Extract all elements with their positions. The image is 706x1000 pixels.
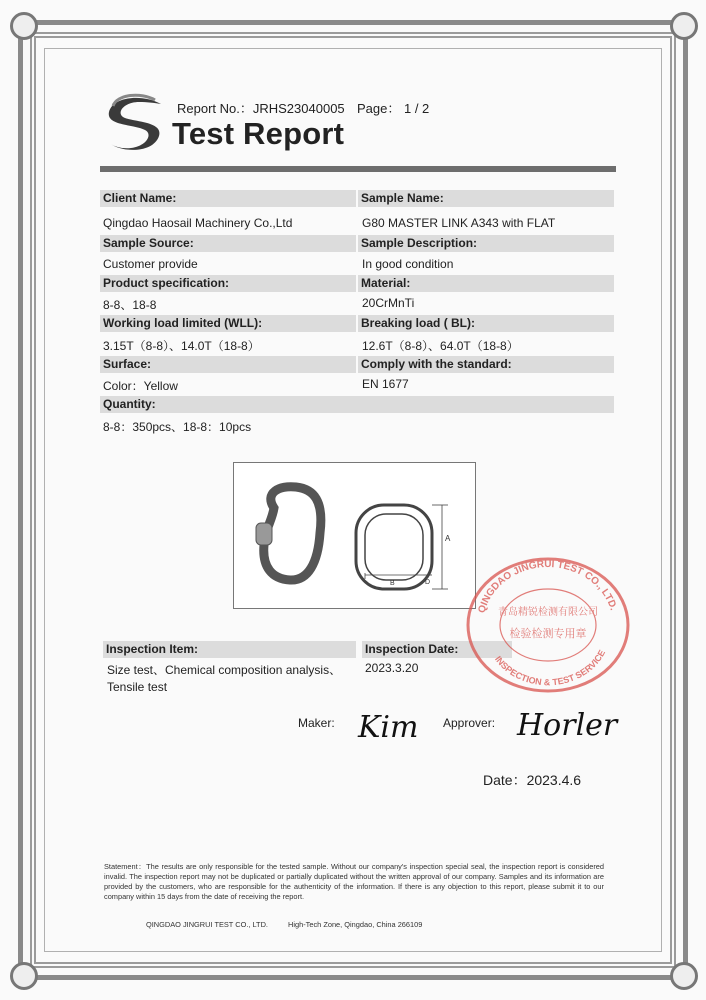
svg-text:青岛精锐检测有限公司: 青岛精锐检测有限公司 — [498, 607, 598, 618]
inspection-item-label: Inspection Item: — [103, 641, 356, 658]
page-title: Test Report — [172, 116, 345, 151]
sample-name-value: G80 MASTER LINK A343 with FLAT — [362, 216, 556, 230]
maker-label: Maker: — [298, 716, 335, 730]
product-specification-value: 8-8、18-8 — [103, 298, 157, 312]
legal-statement: Statement：The results are only responsible for the tested sample. Without our company's inspection special seal, the inspection report is considered invalid. The inspection report may not be duplicated or partially duplicated without the written approval of our company. Samples and its information are provided by the customers, who are responsible for the authenticity of the information. If there is any objection to this report, please submit it to our company within 15 days from the date of receiving the report. — [104, 862, 604, 901]
sample-source-label: Sample Source: — [100, 235, 356, 252]
approver-label: Approver: — [443, 716, 496, 730]
corner-ornament-top-left — [10, 12, 38, 40]
standard-value: EN 1677 — [362, 377, 409, 391]
dimension-b-label: B — [390, 580, 395, 587]
dimension-d-label: D — [425, 579, 431, 586]
corner-ornament-top-right — [670, 12, 698, 40]
company-seal-stamp — [463, 555, 633, 695]
company-logo — [103, 92, 165, 154]
master-link-photo — [256, 487, 321, 580]
quantity-label: Quantity: — [100, 396, 614, 413]
product-specification-label: Product specification: — [100, 275, 356, 292]
quantity-value: 8-8：350pcs、18-8：10pcs — [103, 420, 252, 434]
report-date: Date：2023.4.6 — [483, 772, 582, 788]
surface-label: Surface: — [100, 356, 356, 373]
page-number: Page： 1 / 2 — [357, 101, 430, 116]
wll-value: 3.15T（8-8）、14.0T（18-8） — [103, 339, 260, 353]
master-link-diagram — [233, 462, 476, 609]
approver-signature: Horler — [517, 708, 618, 743]
client-name-value: Qingdao Haosail Machinery Co.,Ltd — [103, 216, 293, 230]
inspection-item-value-line1: Size test、Chemical composition analysis、 — [107, 663, 342, 677]
svg-text:INSPECTION & TEST SERVICE: INSPECTION & TEST SERVICE — [492, 648, 608, 688]
client-name-label: Client Name: — [100, 190, 356, 207]
corner-ornament-bottom-right — [670, 962, 698, 990]
surface-value: Color：Yellow — [103, 379, 178, 393]
sample-source-value: Customer provide — [103, 257, 198, 271]
inspection-item-value-line2: Tensile test — [107, 680, 168, 694]
inspection-date-label: Inspection Date: — [362, 641, 512, 658]
title-divider — [100, 166, 616, 172]
svg-text:QINGDAO JINGRUI TEST CO., LTD.: QINGDAO JINGRUI TEST CO., LTD. — [476, 558, 619, 615]
corner-ornament-bottom-left — [10, 962, 38, 990]
sample-name-label: Sample Name: — [358, 190, 614, 207]
report-number: Report No.：JRHS23040005 — [177, 101, 345, 116]
footer-company: QINGDAO JINGRUI TEST CO., LTD. — [146, 920, 268, 929]
maker-signature: Kim — [358, 710, 419, 745]
material-value: 20CrMnTi — [362, 296, 415, 310]
material-label: Material: — [358, 275, 614, 292]
dimension-a-label: A — [445, 534, 451, 543]
sample-description-value: In good condition — [362, 257, 454, 271]
footer-address: High-Tech Zone, Qingdao, China 266109 — [288, 920, 423, 929]
master-link-drawing — [356, 505, 448, 589]
standard-label: Comply with the standard: — [358, 356, 614, 373]
inspection-date-value: 2023.3.20 — [365, 661, 419, 675]
wll-label: Working load limited (WLL): — [100, 315, 356, 332]
breaking-load-value: 12.6T（8-8）、64.0T（18-8） — [362, 339, 519, 353]
svg-text:检验检测专用章: 检验检测专用章 — [509, 628, 587, 640]
sample-description-label: Sample Description: — [358, 235, 614, 252]
breaking-load-label: Breaking load ( BL): — [358, 315, 614, 332]
